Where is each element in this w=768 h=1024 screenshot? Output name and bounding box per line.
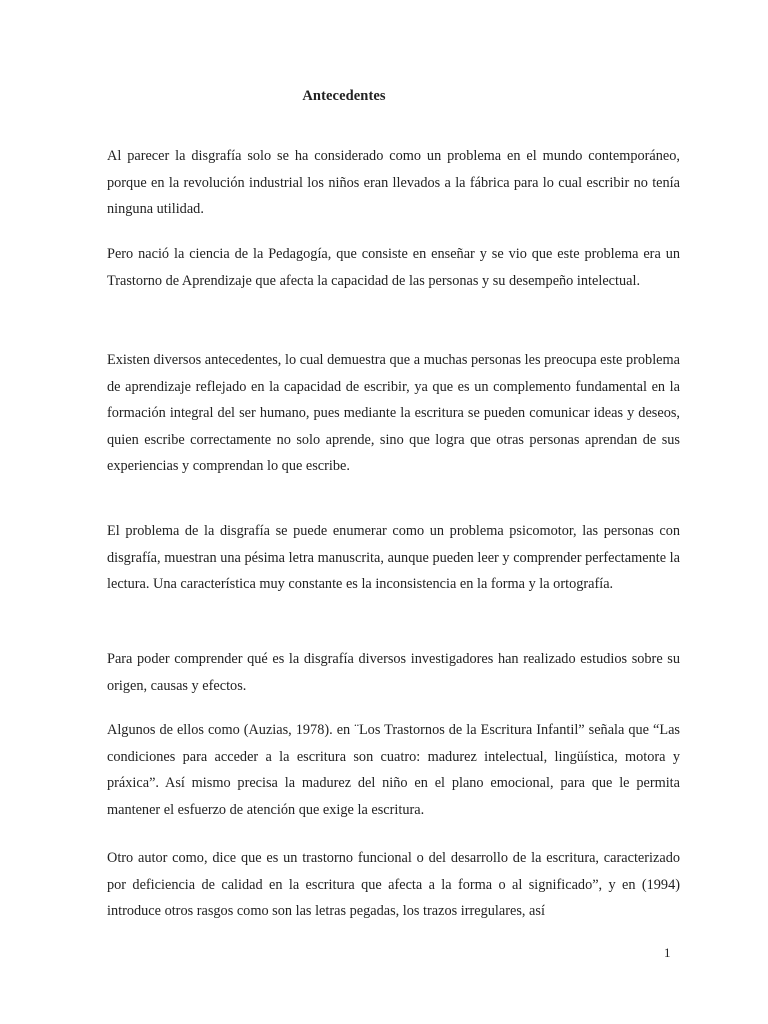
paragraph-1: Al parecer la disgrafía solo se ha considerado como un problema en el mundo contemporáneo, porque en la revolución industrial los niños eran llevados a la fábrica para lo cual escribir no tenía ninguna utilidad.	[107, 148, 680, 218]
paragraph-5: Para poder comprender qué es la disgrafía diversos investigadores han realizado estudios sobre su origen, causas y efectos.	[107, 651, 680, 694]
paragraph-2: Pero nació la ciencia de la Pedagogía, que consiste en enseñar y se vio que este problema era un Trastorno de Aprendizaje que afecta la capacidad de las personas y su desempeño intelectual.	[107, 246, 680, 289]
paragraph-4: El problema de la disgrafía se puede enumerar como un problema psicomotor, las personas con disgrafía, muestran una pésima letra manuscrita, aunque pueden leer y comprender perfectamente la lectura. Una característica muy constante es la inconsistencia en la forma y la ortografía.	[107, 523, 680, 593]
paragraph-7: Otro autor como, dice que es un trastorno funcional o del desarrollo de la escritura, caracterizado por deficiencia de calidad en la escritura que afecta a la forma o al significado”, y en (1994) introduce otros rasgos como son las letras pegadas, los trazos irregulares, así	[107, 850, 680, 920]
paragraph-6: Algunos de ellos como (Auzias, 1978). en ¨Los Trastornos de la Escritura Infantil” señala que “Las condiciones para acceder a la escritura son cuatro: madurez intelectual, lingüística, motora y práxica”. Así mismo precisa la madurez del niño en el plano emocional, para que le permita mantener el esfuerzo de atención que exige la escritura.	[107, 722, 680, 818]
paragraph-3: Existen diversos antecedentes, lo cual demuestra que a muchas personas les preocupa este problema de aprendizaje reflejado en la capacidad de escribir, ya que es un complemento fundamental en la formación integral del ser humano, pues mediante la escritura se pueden comunicar ideas y deseos, quien escribe correctamente no solo aprende, sino que logra que otras personas aprendan de sus experiencias y comprendan lo que escribe.	[107, 352, 680, 475]
page-title: Antecedentes	[302, 88, 386, 104]
page-number: 1	[664, 945, 671, 960]
